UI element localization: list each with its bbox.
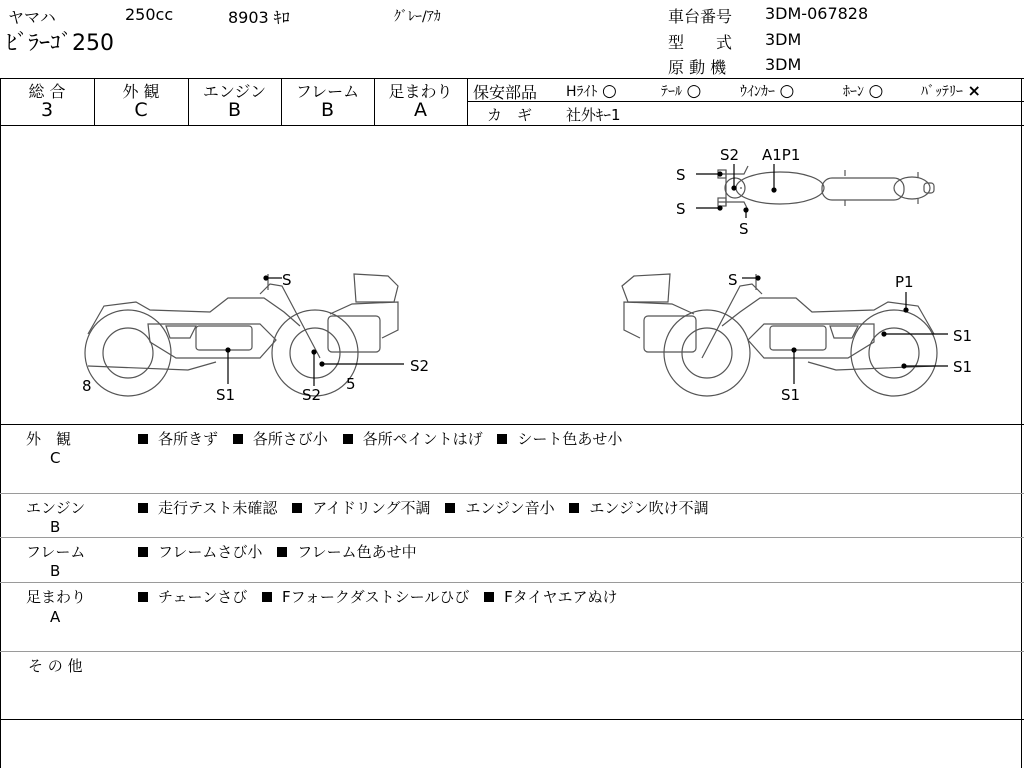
remark-list-suspension: チェーンさび Fフォークダストシールひび Fタイヤエアぬけ [138, 586, 627, 607]
frame-no-value: 3DM-067828 [765, 4, 869, 23]
grade-value-suspension: A [414, 99, 427, 121]
label-top-s-front: S [739, 220, 749, 238]
grade-value-exterior: C [134, 99, 148, 121]
remark-category-engine: エンジン [26, 499, 86, 517]
key-label: カ ギ [487, 106, 533, 124]
mileage: 8903 ｷﾛ [228, 8, 290, 27]
bullet-icon [138, 503, 148, 513]
remark-grade-engine: B [50, 518, 61, 536]
maker: ヤマハ [8, 8, 56, 27]
label-left-s1: S1 [216, 386, 236, 404]
displacement: 250cc [125, 5, 174, 24]
grade-label-frame: フレーム [295, 82, 360, 101]
bullet-icon [497, 434, 507, 444]
bullet-icon [277, 547, 287, 557]
safety-item-winker: ｳｲﾝｶｰ ○ [740, 81, 795, 101]
bullet-icon [262, 592, 272, 602]
bullet-icon [138, 592, 148, 602]
bullet-icon [138, 434, 148, 444]
damage-diagram [0, 126, 1024, 424]
label-top-s2: S2 [720, 146, 740, 164]
bike-top-view [718, 166, 934, 210]
safety-item-battery: ﾊﾞｯﾃﾘｰ × [921, 81, 981, 100]
label-top-s-upper: S [676, 166, 686, 184]
remark-list-frame: フレームさび小 フレーム色あせ中 [138, 541, 427, 562]
safety-item-headlight: Hﾗｲﾄ ○ [566, 81, 617, 101]
type-value: 3DM [765, 30, 802, 49]
remark-list-exterior: 各所きず 各所さび小 各所ペイントはげ シート色あせ小 [138, 428, 632, 449]
remark-list-engine: 走行テスト未確認 アイドリング不調 エンジン音小 エンジン吹け不調 [138, 497, 719, 518]
safety-label: 保安部品 [473, 83, 538, 102]
remark-category-suspension: 足まわり [26, 588, 87, 606]
grade-value-engine: B [227, 99, 242, 121]
safety-item-tail: ﾃｰﾙ ○ [661, 81, 702, 101]
remark-category-frame: フレーム [26, 543, 86, 561]
remark-grade-exterior: C [50, 449, 61, 467]
engine-value: 3DM [765, 55, 802, 74]
label-right-s: S [728, 271, 738, 289]
grade-label-exterior: 外 観 [122, 82, 160, 101]
label-top-a1p1: A1P1 [762, 146, 801, 164]
bullet-icon [484, 592, 494, 602]
label-right-s1-lower: S1 [953, 358, 973, 376]
grade-value-frame: B [320, 99, 335, 121]
label-left-8: 8 [82, 377, 92, 395]
grade-label-suspension: 足まわり [388, 82, 453, 101]
remark-grade-suspension: A [50, 608, 61, 626]
bullet-icon [138, 547, 148, 557]
label-left-5: 5 [346, 375, 356, 393]
other-label: そ の 他 [28, 657, 83, 675]
bike-right-view [622, 274, 937, 396]
remark-category-exterior: 外 観 [26, 430, 72, 448]
engine-label: 原 動 機 [668, 58, 727, 77]
frame-no-label: 車台番号 [668, 7, 733, 26]
label-right-p1: P1 [895, 273, 914, 291]
bullet-icon [292, 503, 302, 513]
label-right-s1-upper: S1 [953, 327, 973, 345]
safety-item-horn: ﾎｰﾝ ○ [843, 81, 884, 101]
label-left-s2-bottom: S2 [302, 386, 322, 404]
bullet-icon [343, 434, 353, 444]
type-label: 型 式 [668, 33, 733, 52]
bullet-icon [569, 503, 579, 513]
bullet-icon [233, 434, 243, 444]
key-value: 社外ｷｰ1 [566, 106, 621, 124]
grade-label-overall: 総 合 [28, 82, 66, 101]
remark-grade-frame: B [50, 562, 61, 580]
model-name: ﾋﾞﾗｰｺﾞ250 [6, 31, 114, 56]
label-left-s: S [282, 271, 292, 289]
label-right-s1-bottom: S1 [781, 386, 801, 404]
label-top-s-lower: S [676, 200, 686, 218]
grade-label-engine: エンジン [202, 82, 267, 101]
body-color: ｸﾞﾚｰ/ｱｶ [394, 9, 441, 25]
label-left-s2-right: S2 [410, 357, 430, 375]
bullet-icon [445, 503, 455, 513]
grade-value-overall: 3 [40, 99, 54, 121]
